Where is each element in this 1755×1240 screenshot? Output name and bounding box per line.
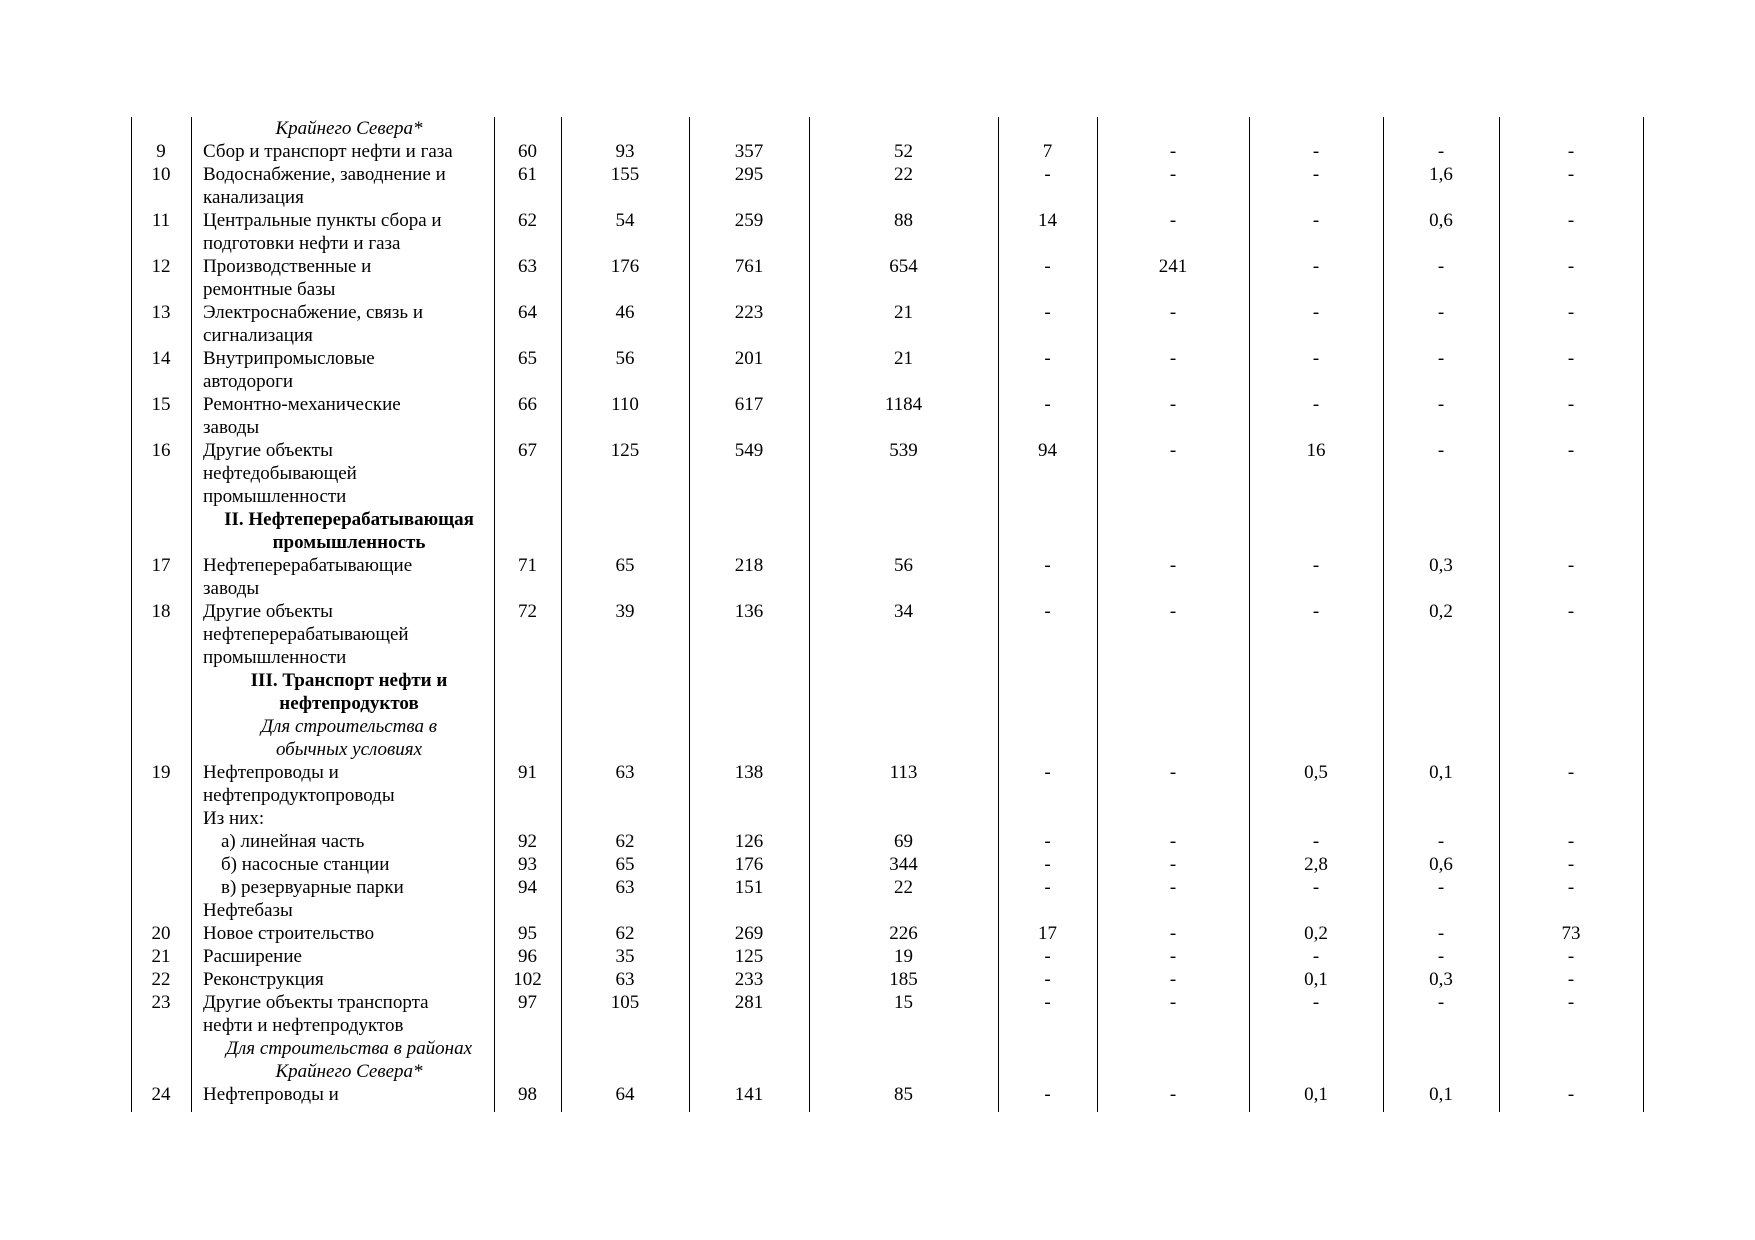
row-name-line: Расширение	[203, 946, 302, 967]
table-row	[131, 439, 1655, 508]
row-value: 93	[615, 141, 635, 162]
row-value: -	[1567, 440, 1575, 461]
row-value: -	[1169, 831, 1177, 852]
row-value: -	[1169, 348, 1177, 369]
row-value: -	[1567, 831, 1575, 852]
row-value: -	[1312, 601, 1320, 622]
row-value: 105	[610, 992, 640, 1013]
row-value: 0,1	[1304, 969, 1328, 990]
row-value: 65	[615, 555, 635, 576]
row-value: 34	[894, 601, 913, 622]
row-name-line: автодороги	[203, 371, 294, 392]
row-value: 16	[1306, 440, 1326, 461]
row-value: -	[1312, 141, 1320, 162]
row-name-line: ремонтные базы	[203, 279, 336, 300]
row-value: 357	[734, 141, 764, 162]
row-value: 65	[518, 348, 537, 369]
row-value: -	[1312, 831, 1320, 852]
row-value: -	[1169, 762, 1177, 783]
row-value: 63	[615, 762, 635, 783]
row-name-line: б) насосные станции	[221, 854, 390, 875]
table-row	[131, 301, 1655, 347]
row-value: -	[1169, 555, 1177, 576]
row-value: 617	[734, 394, 764, 415]
row-value: -	[1567, 348, 1575, 369]
row-value: 93	[518, 854, 537, 875]
row-value: 2,8	[1304, 854, 1328, 875]
row-value: 102	[513, 969, 542, 990]
section-header-line: Для строительства в	[261, 716, 437, 737]
section-header-line: Крайнего Севера*	[275, 118, 423, 139]
row-value: 60	[518, 141, 537, 162]
row-number: 15	[151, 394, 171, 415]
section-header	[131, 669, 1655, 715]
row-value: -	[1044, 256, 1051, 277]
row-value: 97	[518, 992, 537, 1013]
row-value: -	[1567, 141, 1575, 162]
row-value: 0,1	[1429, 762, 1453, 783]
row-name-line: промышленности	[203, 647, 347, 668]
row-value: 0,3	[1429, 969, 1453, 990]
row-number: 20	[151, 923, 171, 944]
row-name-line: заводы	[203, 417, 260, 438]
row-value: -	[1312, 877, 1320, 898]
row-number: 19	[151, 762, 171, 783]
row-name-line: нефти и нефтепродуктов	[203, 1015, 404, 1036]
row-value: -	[1044, 762, 1051, 783]
row-value: -	[1044, 831, 1051, 852]
row-value: 52	[894, 141, 913, 162]
group-label-text: Нефтебазы	[203, 900, 293, 921]
row-value: 91	[518, 762, 537, 783]
row-value: -	[1567, 762, 1575, 783]
table-row	[131, 1083, 1655, 1106]
row-value: -	[1169, 394, 1177, 415]
row-value: 0,1	[1304, 1084, 1328, 1105]
row-name-line: нефтедобывающей	[203, 463, 357, 484]
row-name-line: Электроснабжение, связь и	[203, 302, 423, 323]
row-value: -	[1044, 302, 1051, 323]
row-value: 176	[610, 256, 640, 277]
row-value: -	[1312, 992, 1320, 1013]
row-value: -	[1169, 992, 1177, 1013]
row-value: -	[1437, 440, 1445, 461]
row-value: -	[1044, 877, 1051, 898]
row-name-line: сигнализация	[203, 325, 313, 346]
row-value: 22	[894, 877, 913, 898]
row-value: -	[1312, 946, 1320, 967]
row-value: 14	[1038, 210, 1057, 231]
row-name-line: Нефтеперерабатывающие	[203, 555, 413, 576]
row-value: -	[1044, 854, 1051, 875]
row-value: 259	[734, 210, 764, 231]
row-value: -	[1044, 601, 1051, 622]
row-name-line: нефтеперерабатывающей	[203, 624, 409, 645]
row-value: 0,2	[1304, 923, 1328, 944]
row-value: -	[1169, 923, 1177, 944]
row-name-line: Реконструкция	[203, 969, 324, 990]
row-value: 63	[615, 969, 635, 990]
row-value: 62	[615, 831, 635, 852]
row-value: -	[1567, 555, 1575, 576]
section-header-line: нефтепродуктов	[279, 693, 419, 714]
row-value: 0,6	[1429, 854, 1453, 875]
row-value: 281	[734, 992, 764, 1013]
row-value: 21	[894, 302, 913, 323]
table-row	[131, 876, 1655, 899]
row-value: 185	[889, 969, 918, 990]
row-value: -	[1567, 1084, 1575, 1105]
row-value: -	[1044, 164, 1051, 185]
row-name-line: Другие объекты	[203, 440, 333, 461]
row-number: 9	[156, 141, 166, 162]
row-value: 56	[615, 348, 635, 369]
row-value: -	[1044, 946, 1051, 967]
row-name-line: Водоснабжение, заводнение и	[203, 164, 446, 185]
row-value: 61	[518, 164, 537, 185]
row-name-line: Внутрипромысловые	[203, 348, 375, 369]
section-header-line: II. Нефтеперерабатывающая	[224, 509, 474, 530]
row-number: 23	[151, 992, 171, 1013]
row-value: -	[1437, 877, 1445, 898]
row-value: 63	[518, 256, 537, 277]
group-label-text: Из них:	[203, 808, 265, 829]
row-value: -	[1312, 348, 1320, 369]
table-row	[131, 600, 1655, 669]
row-value: 138	[734, 762, 764, 783]
row-value: -	[1437, 992, 1445, 1013]
row-value: -	[1044, 969, 1051, 990]
row-value: -	[1567, 302, 1575, 323]
row-value: -	[1567, 210, 1575, 231]
row-value: -	[1169, 854, 1177, 875]
row-value: -	[1169, 969, 1177, 990]
row-name-line: Нефтепроводы и	[203, 762, 339, 783]
row-value: 72	[518, 601, 537, 622]
row-value: 64	[518, 302, 537, 323]
table-row	[131, 830, 1655, 853]
row-number: 14	[151, 348, 171, 369]
row-value: 1,6	[1429, 164, 1453, 185]
table-row	[131, 761, 1655, 807]
row-number: 12	[151, 256, 171, 277]
row-value: 62	[518, 210, 537, 231]
table-sheet	[131, 117, 1655, 1112]
row-value: 125	[734, 946, 764, 967]
row-value: -	[1567, 946, 1575, 967]
row-value: 71	[518, 555, 537, 576]
row-name-line: Сбор и транспорт нефти и газа	[203, 141, 453, 162]
row-name-line: Нефтепроводы и	[203, 1084, 339, 1105]
row-name-line: нефтепродуктопроводы	[203, 785, 395, 806]
section-header	[131, 1037, 1655, 1083]
row-value: 0,6	[1429, 210, 1453, 231]
row-value: 125	[610, 440, 640, 461]
table-row	[131, 140, 1655, 163]
row-value: -	[1437, 348, 1445, 369]
row-value: 126	[734, 831, 764, 852]
row-value: 65	[615, 854, 635, 875]
row-value: -	[1567, 877, 1575, 898]
row-number: 13	[151, 302, 171, 323]
row-value: -	[1044, 555, 1051, 576]
row-value: -	[1312, 256, 1320, 277]
row-value: -	[1567, 164, 1575, 185]
row-value: 0,2	[1429, 601, 1453, 622]
row-name-line: промышленности	[203, 486, 347, 507]
row-value: -	[1044, 348, 1051, 369]
row-value: 46	[615, 302, 635, 323]
row-value: 155	[610, 164, 640, 185]
row-name-line: в) резервуарные парки	[221, 877, 404, 898]
section-header-line: Для строительства в районах	[225, 1038, 473, 1059]
row-name-line: Другие объекты	[203, 601, 333, 622]
row-value: 56	[894, 555, 913, 576]
table-row	[131, 968, 1655, 991]
row-value: 19	[894, 946, 913, 967]
row-value: 21	[894, 348, 913, 369]
row-value: -	[1169, 1084, 1177, 1105]
row-value: 241	[1158, 256, 1188, 277]
row-value: -	[1044, 992, 1051, 1013]
row-name-line: канализация	[203, 187, 304, 208]
row-value: -	[1437, 256, 1445, 277]
row-value: -	[1312, 210, 1320, 231]
row-value: -	[1567, 992, 1575, 1013]
row-name-line: Ремонтно-механические	[203, 394, 401, 415]
table-row	[131, 393, 1655, 439]
row-number: 22	[151, 969, 171, 990]
row-value: 17	[1038, 923, 1057, 944]
row-value: 69	[894, 831, 913, 852]
row-value: 64	[615, 1084, 635, 1105]
row-value: 654	[889, 256, 918, 277]
row-number: 17	[151, 555, 171, 576]
row-name-line: Новое строительство	[203, 923, 375, 944]
section-header-line: промышленность	[272, 532, 426, 553]
row-value: 549	[734, 440, 764, 461]
row-value: 62	[615, 923, 635, 944]
row-value: 98	[518, 1084, 537, 1105]
row-value: 94	[1038, 440, 1057, 461]
row-value: -	[1567, 394, 1575, 415]
row-value: 295	[734, 164, 764, 185]
table-row	[131, 163, 1655, 209]
row-value: 233	[734, 969, 764, 990]
row-value: -	[1437, 923, 1445, 944]
row-number: 21	[151, 946, 171, 967]
group-label	[131, 899, 1655, 922]
row-value: -	[1169, 210, 1177, 231]
row-value: 95	[518, 923, 537, 944]
table-row	[131, 347, 1655, 393]
group-label	[131, 807, 1655, 830]
row-value: 94	[518, 877, 537, 898]
row-value: 85	[894, 1084, 913, 1105]
row-value: -	[1567, 854, 1575, 875]
row-value: 63	[615, 877, 635, 898]
row-value: 539	[889, 440, 918, 461]
row-value: -	[1044, 1084, 1051, 1105]
row-value: -	[1437, 946, 1445, 967]
row-name-line: Центральные пункты сбора и	[203, 210, 442, 231]
table-row	[131, 209, 1655, 255]
row-value: -	[1169, 141, 1177, 162]
table-row	[131, 991, 1655, 1037]
section-header	[131, 715, 1655, 761]
row-value: 201	[734, 348, 764, 369]
row-value: 0,3	[1429, 555, 1453, 576]
row-value: -	[1567, 256, 1575, 277]
table-row	[131, 554, 1655, 600]
row-value: -	[1169, 877, 1177, 898]
row-number: 24	[151, 1084, 171, 1105]
row-value: 761	[734, 256, 764, 277]
row-value: 0,5	[1304, 762, 1328, 783]
table-row	[131, 853, 1655, 876]
row-value: 176	[734, 854, 764, 875]
row-value: -	[1169, 601, 1177, 622]
row-value: -	[1437, 302, 1445, 323]
row-name-line: заводы	[203, 578, 260, 599]
row-name-line: Производственные и	[203, 256, 372, 277]
section-header-line: III. Транспорт нефти и	[250, 670, 448, 691]
row-name-line: подготовки нефти и газа	[203, 233, 401, 254]
row-value: 344	[889, 854, 918, 875]
table-row	[131, 255, 1655, 301]
row-value: -	[1169, 164, 1177, 185]
row-value: -	[1312, 555, 1320, 576]
row-value: -	[1567, 969, 1575, 990]
row-value: 15	[894, 992, 913, 1013]
row-number: 10	[151, 164, 171, 185]
table-row	[131, 922, 1655, 945]
section-header-line: Крайнего Севера*	[275, 1061, 423, 1082]
row-value: -	[1312, 394, 1320, 415]
row-value: -	[1312, 302, 1320, 323]
row-value: 110	[611, 394, 639, 415]
row-name-line: Другие объекты транспорта	[203, 992, 429, 1013]
row-value: 39	[615, 601, 635, 622]
row-value: -	[1567, 601, 1575, 622]
section-header	[131, 508, 1655, 554]
row-number: 16	[151, 440, 171, 461]
row-value: 226	[889, 923, 918, 944]
row-value: -	[1312, 164, 1320, 185]
row-value: 141	[734, 1084, 764, 1105]
row-value: 35	[615, 946, 635, 967]
row-value: -	[1169, 946, 1177, 967]
row-value: -	[1169, 440, 1177, 461]
row-number: 11	[151, 210, 171, 231]
table-row	[131, 945, 1655, 968]
row-value: -	[1437, 831, 1445, 852]
section-header-line: обычных условиях	[275, 739, 423, 760]
row-value: 1184	[884, 394, 923, 415]
row-name-line: а) линейная часть	[221, 831, 365, 852]
row-value: 88	[894, 210, 913, 231]
row-value: 269	[734, 923, 764, 944]
row-value: 113	[889, 762, 918, 783]
row-value: -	[1437, 394, 1445, 415]
row-value: 7	[1042, 141, 1053, 162]
row-value: 0,1	[1429, 1084, 1453, 1105]
row-value: 96	[518, 946, 537, 967]
row-value: -	[1169, 302, 1177, 323]
row-value: 223	[734, 302, 764, 323]
row-value: 22	[894, 164, 913, 185]
row-value: 92	[518, 831, 537, 852]
row-value: 73	[1561, 923, 1581, 944]
row-value: 54	[615, 210, 635, 231]
row-value: 218	[734, 555, 764, 576]
row-number: 18	[151, 601, 171, 622]
row-value: 136	[734, 601, 764, 622]
row-value: -	[1044, 394, 1051, 415]
row-value: -	[1437, 141, 1445, 162]
row-value: 67	[518, 440, 537, 461]
row-value: 151	[734, 877, 764, 898]
section-header	[131, 117, 1655, 140]
row-value: 66	[518, 394, 537, 415]
